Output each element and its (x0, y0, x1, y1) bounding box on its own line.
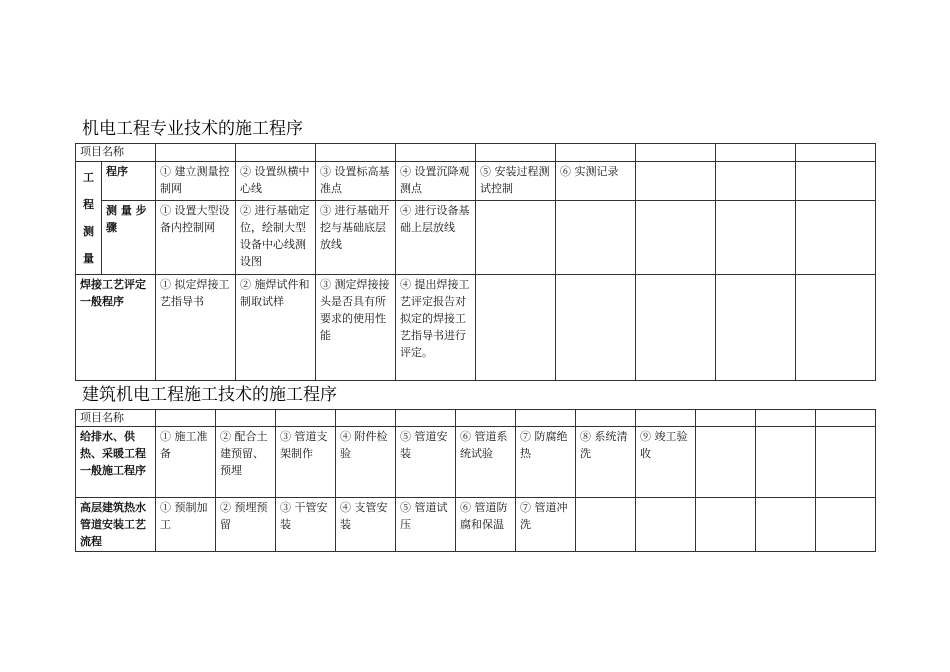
step-cell: ③ 干管安装 (276, 498, 336, 552)
step-cell: ④ 提出焊接工艺评定报告对拟定的焊接工艺指导书进行评定。 (396, 275, 476, 381)
step-cell: ⑨ 竣工验收 (636, 427, 696, 498)
step-cell: ② 进行基础定位，绘制大型设备中心线测设图 (236, 200, 316, 274)
section1-title: 机电工程专业技术的施工程序 (82, 119, 303, 139)
step-cell: ① 设置大型设备内控制网 (156, 200, 236, 274)
step-cell: ⑦ 防腐绝热 (516, 427, 576, 498)
engineering-survey-label: 工 程 测 量 (76, 162, 102, 275)
row-label: 程序 (102, 162, 156, 201)
step-cell: ⑧ 系统清洗 (576, 427, 636, 498)
row-label: 给排水、供热、采暖工程一般施工程序 (76, 427, 156, 498)
step-cell: ④ 附件检验 (336, 427, 396, 498)
table-row (76, 162, 876, 201)
step-cell: ⑦ 管道冲洗 (516, 498, 576, 552)
table-row (76, 427, 876, 498)
construction-procedure-table (75, 143, 876, 381)
step-cell: ① 拟定焊接工艺指导书 (156, 275, 236, 381)
step-cell: ④ 设置沉降观测点 (396, 162, 476, 201)
step-cell: ① 建立测量控制网 (156, 162, 236, 201)
step-cell: ② 预埋预留 (216, 498, 276, 552)
table-header-row (76, 410, 876, 427)
section2-title: 建筑机电工程施工技术的施工程序 (82, 385, 337, 405)
table-row (76, 200, 876, 274)
step-cell: ① 预制加工 (156, 498, 216, 552)
step-cell: ⑥ 管道防腐和保温 (456, 498, 516, 552)
step-cell: ③ 进行基础开挖与基础底层放线 (316, 200, 396, 274)
step-cell: ③ 测定焊接接头是否具有所要求的使用性能 (316, 275, 396, 381)
building-mep-procedure-table (75, 409, 876, 552)
table-row (76, 498, 876, 552)
project-name-label: 项目名称 (76, 410, 156, 427)
step-cell: ⑤ 管道安装 (396, 427, 456, 498)
step-cell: ⑤ 安装过程测试控制 (476, 162, 556, 201)
step-cell: ③ 设置标高基准点 (316, 162, 396, 201)
step-cell: ④ 进行设备基础上层放线 (396, 200, 476, 274)
table-row (76, 275, 876, 381)
row-label: 测 量 步 骤 (102, 200, 156, 274)
step-cell: ② 设置纵横中心线 (236, 162, 316, 201)
table-header-row (76, 144, 876, 162)
row-label: 高层建筑热水管道安装工艺流程 (76, 498, 156, 552)
step-cell: ② 施焊试件和制取试样 (236, 275, 316, 381)
step-cell: ⑥ 管道系统试验 (456, 427, 516, 498)
step-cell: ② 配合土建预留、预埋 (216, 427, 276, 498)
step-cell: ⑥ 实测记录 (556, 162, 636, 201)
step-cell: ④ 支管安装 (336, 498, 396, 552)
step-cell: ⑤ 管道试压 (396, 498, 456, 552)
project-name-label: 项目名称 (76, 144, 156, 162)
row-label: 焊接工艺评定一般程序 (76, 275, 156, 381)
step-cell: ③ 管道支架制作 (276, 427, 336, 498)
step-cell: ① 施工准备 (156, 427, 216, 498)
